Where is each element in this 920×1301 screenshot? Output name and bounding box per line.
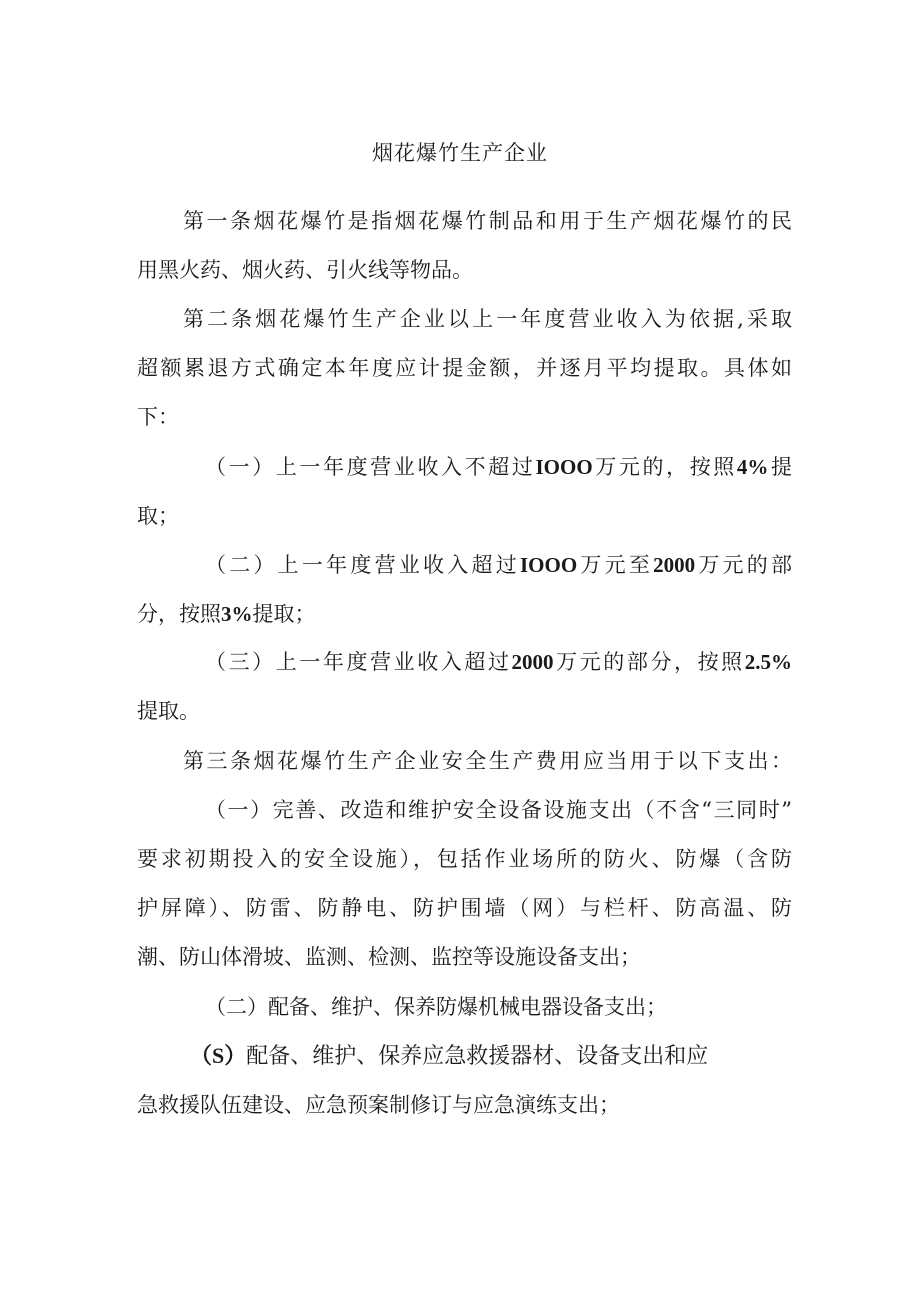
expense-3-marker: （S）	[190, 1043, 247, 1068]
clause-1-text-c: 提	[768, 455, 793, 479]
clause-3-amount: 2000	[511, 650, 554, 674]
clause-3-text-a: （三）上一年度营业收入超过	[205, 650, 512, 674]
clause-2-text-a: （二）上一年度营业收入超过	[205, 553, 520, 577]
clause-3-line-2: 提取。	[137, 699, 200, 723]
clause-3-text-b: 万元的部分，按照	[553, 650, 745, 674]
clause-2-line-1	[205, 549, 792, 581]
article-2-line-1: 第二条烟花爆竹生产企业以上一年度营业收入为依据,采取	[183, 307, 792, 331]
clause-1-line-1	[205, 451, 792, 483]
clause-1-amount: IOOO	[535, 455, 593, 479]
article-3-line-1: 第三条烟花爆竹生产企业安全生产费用应当用于以下支出：	[183, 749, 792, 773]
expense-1-line-3: 护屏障）、防雷、防静电、防护围墙（网）与栏杆、防高温、防	[137, 896, 792, 920]
clause-1-text-b: 万元的，按照	[592, 455, 737, 479]
clause-2-text-b: 万元至	[577, 553, 654, 577]
clause-2-amount-high: 2000	[653, 553, 696, 577]
expense-3-line-2: 急救援队伍建设、应急预案制修订与应急演练支出；	[137, 1093, 620, 1117]
expense-3-line-1	[190, 1040, 750, 1073]
article-1-line-1: 第一条烟花爆竹是指烟花爆竹制品和用于生产烟花爆竹的民	[183, 209, 792, 233]
clause-1-text-a: （一）上一年度营业收入不超过	[205, 455, 536, 479]
clause-1-rate: 4%	[736, 455, 769, 479]
expense-1-line-1: （一）完善、改造和维护安全设备设施支出（不含“三同时”	[205, 798, 792, 822]
clause-1-line-2: 取；	[137, 504, 179, 528]
clause-2-text-c: 万元的部	[695, 553, 793, 577]
expense-2-line-1: （二）配备、维护、保养防爆机械电器设备支出；	[205, 995, 667, 1019]
article-1-line-2: 用黑火药、烟火药、引火线等物品。	[137, 258, 473, 282]
clause-2-text-e: 提取；	[252, 602, 316, 626]
article-2-line-2: 超额累退方式确定本年度应计提金额，并逐月平均提取。具体如	[137, 356, 792, 380]
expense-1-line-4: 潮、防山体滑坡、监测、检测、监控等设施设备支出；	[137, 945, 641, 969]
clause-3-rate: 2.5%	[744, 650, 793, 674]
clause-2-line-2	[137, 598, 792, 630]
clause-3-line-1	[205, 646, 792, 678]
clause-2-amount-low: IOOO	[519, 553, 578, 577]
article-2-line-3: 下：	[137, 405, 179, 429]
clause-2-rate: 3%	[221, 602, 253, 626]
expense-3-text-a: 配备、维护、保养应急救援器材、设备支出和应	[246, 1044, 709, 1069]
document-title: 烟花爆竹生产企业	[372, 141, 548, 165]
clause-2-text-d: 分，按照	[137, 602, 221, 626]
expense-1-line-2: 要求初期投入的安全设施），包括作业场所的防火、防爆（含防	[137, 847, 792, 871]
